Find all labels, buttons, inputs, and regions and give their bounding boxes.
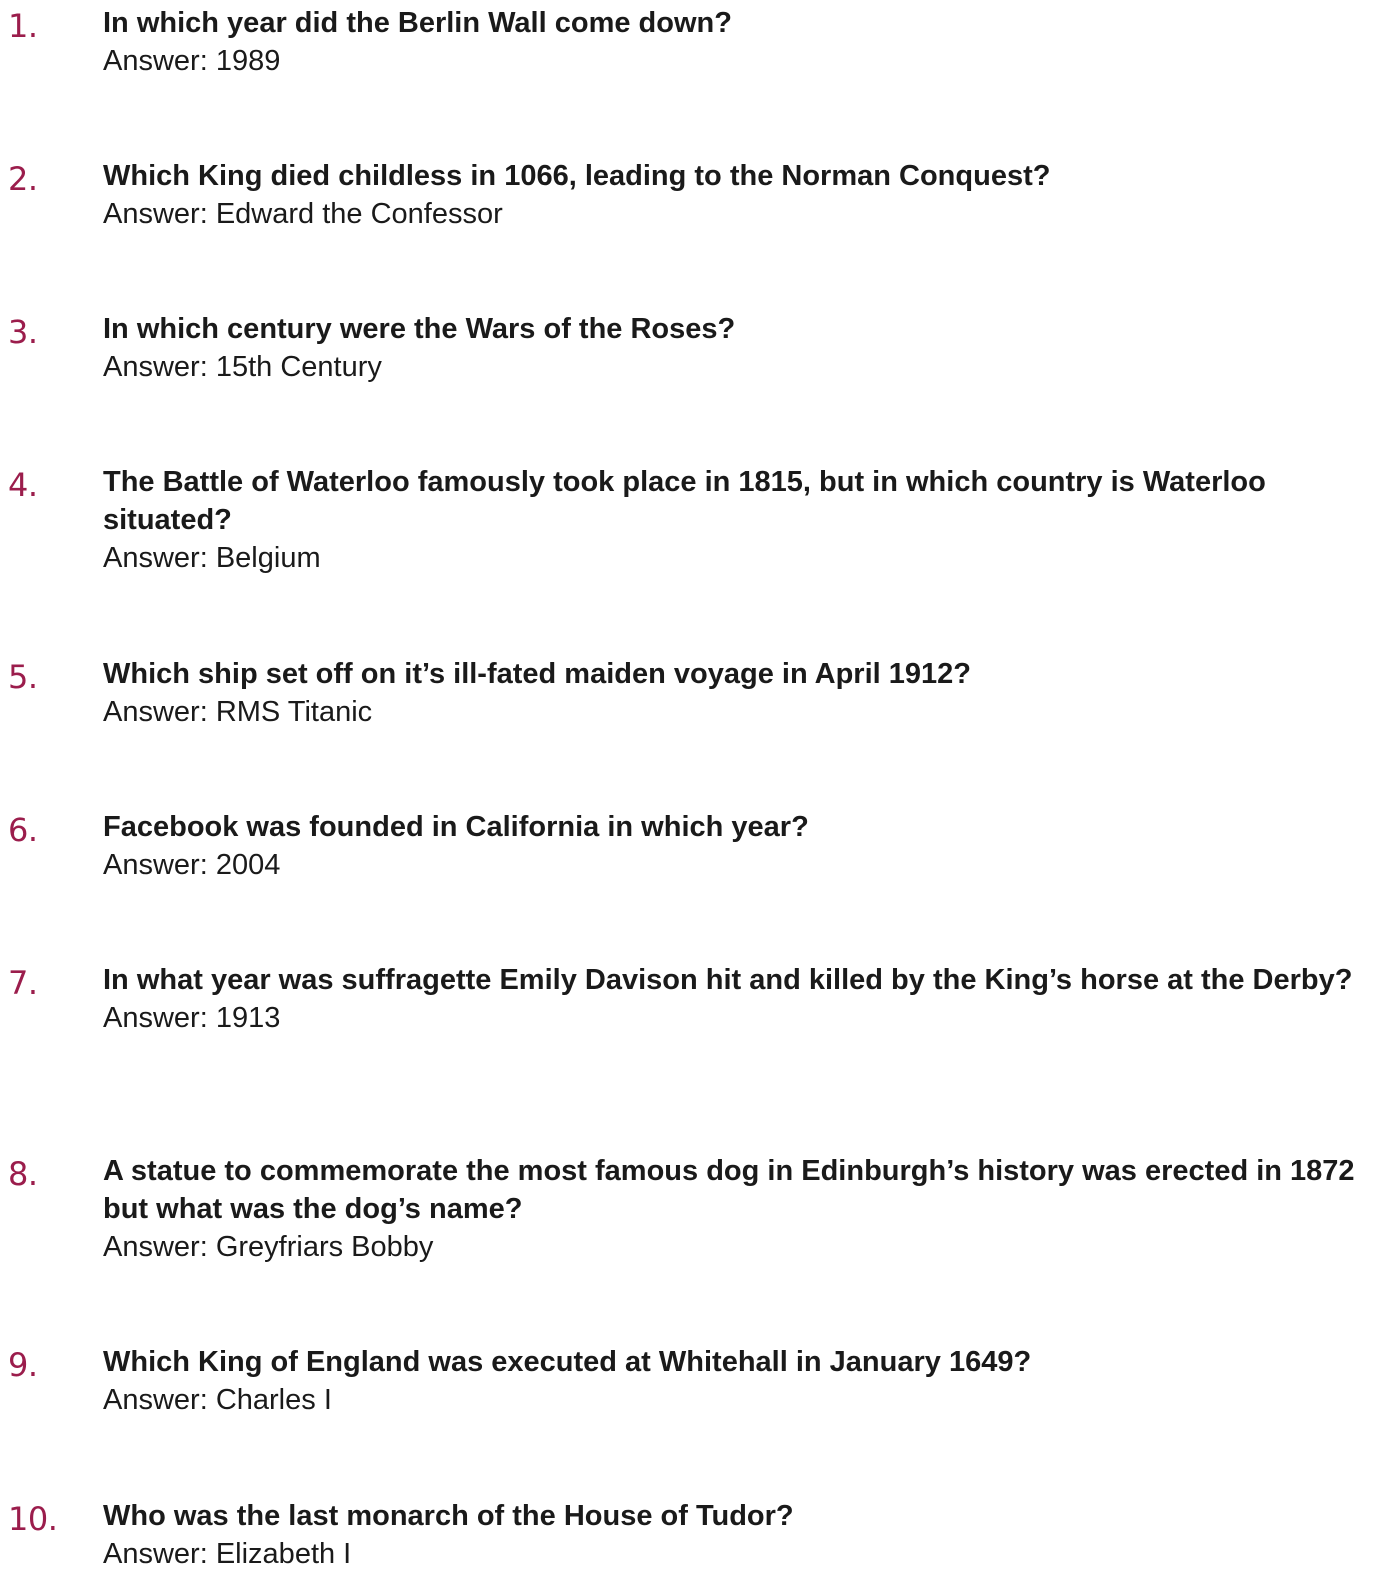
answer-prefix: Answer: [103,1002,216,1034]
question-text: In what year was suffragette Emily Davison hit and killed by the King’s horse at the Derby? [103,964,1353,996]
answer-line [103,1535,1373,1573]
answer-line [103,348,1373,386]
answer-prefix: Answer: [103,198,216,230]
qa-body [103,808,1373,884]
answer-prefix: Answer: [103,45,216,77]
answer-text: Edward the Confessor [215,198,503,230]
question-number: 4. [8,466,38,504]
question-text: The Battle of Waterloo famously took place in 1815, but in which country is Waterloo situated? [103,466,1266,536]
question-text: Who was the last monarch of the House of Tudor? [103,1500,794,1532]
question-text: Which ship set off on it’s ill-fated maiden voyage in April 1912? [103,658,971,690]
qa-body [103,655,1373,731]
question-number: 10. [8,1500,58,1538]
question-text: Facebook was founded in California in which year? [103,811,809,843]
answer-text: Charles I [215,1384,332,1416]
question-number: 2. [8,160,38,198]
question-number: 5. [8,658,38,696]
answer-line [103,1228,1373,1266]
qa-body [103,961,1373,1037]
answer-line [103,999,1373,1037]
question-number: 1. [8,7,38,45]
answer-line [103,1381,1373,1419]
answer-prefix: Answer: [103,351,216,383]
question-text: In which century were the Wars of the Roses? [103,313,736,345]
qa-body [103,1152,1373,1266]
answer-text: 1913 [215,1002,281,1034]
answer-prefix: Answer: [103,696,216,728]
qa-body [103,4,1373,80]
answer-text: 15th Century [215,351,382,383]
answer-text: Elizabeth I [215,1538,352,1570]
answer-line [103,693,1373,731]
question-number: 8. [8,1155,38,1193]
answer-line [103,539,1373,577]
answer-prefix: Answer: [103,1231,216,1263]
qa-body [103,157,1373,233]
qa-body [103,463,1373,577]
question-number: 6. [8,811,38,849]
answer-line [103,195,1373,233]
answer-prefix: Answer: [103,1384,216,1416]
answer-text: RMS Titanic [215,696,373,728]
question-number: 3. [8,313,38,351]
answer-text: 1989 [215,45,281,77]
qa-body [103,310,1373,386]
answer-text: Belgium [215,542,321,574]
answer-text: Greyfriars Bobby [215,1231,434,1263]
question-text: In which year did the Berlin Wall come down? [103,7,732,39]
answer-text: 2004 [215,849,281,881]
qa-body [103,1343,1373,1419]
question-text: A statue to commemorate the most famous dog in Edinburgh’s history was erected in 1872 but what was the dog’s name? [103,1155,1355,1225]
answer-prefix: Answer: [103,1538,216,1570]
answer-prefix: Answer: [103,849,216,881]
question-text: Which King of England was executed at Whitehall in January 1649? [103,1346,1032,1378]
answer-line [103,42,1373,80]
qa-body [103,1497,1373,1573]
question-text: Which King died childless in 1066, leading to the Norman Conquest? [103,160,1051,192]
question-number: 7. [8,964,38,1002]
question-number: 9. [8,1346,38,1384]
answer-line [103,846,1373,884]
answer-prefix: Answer: [103,542,216,574]
